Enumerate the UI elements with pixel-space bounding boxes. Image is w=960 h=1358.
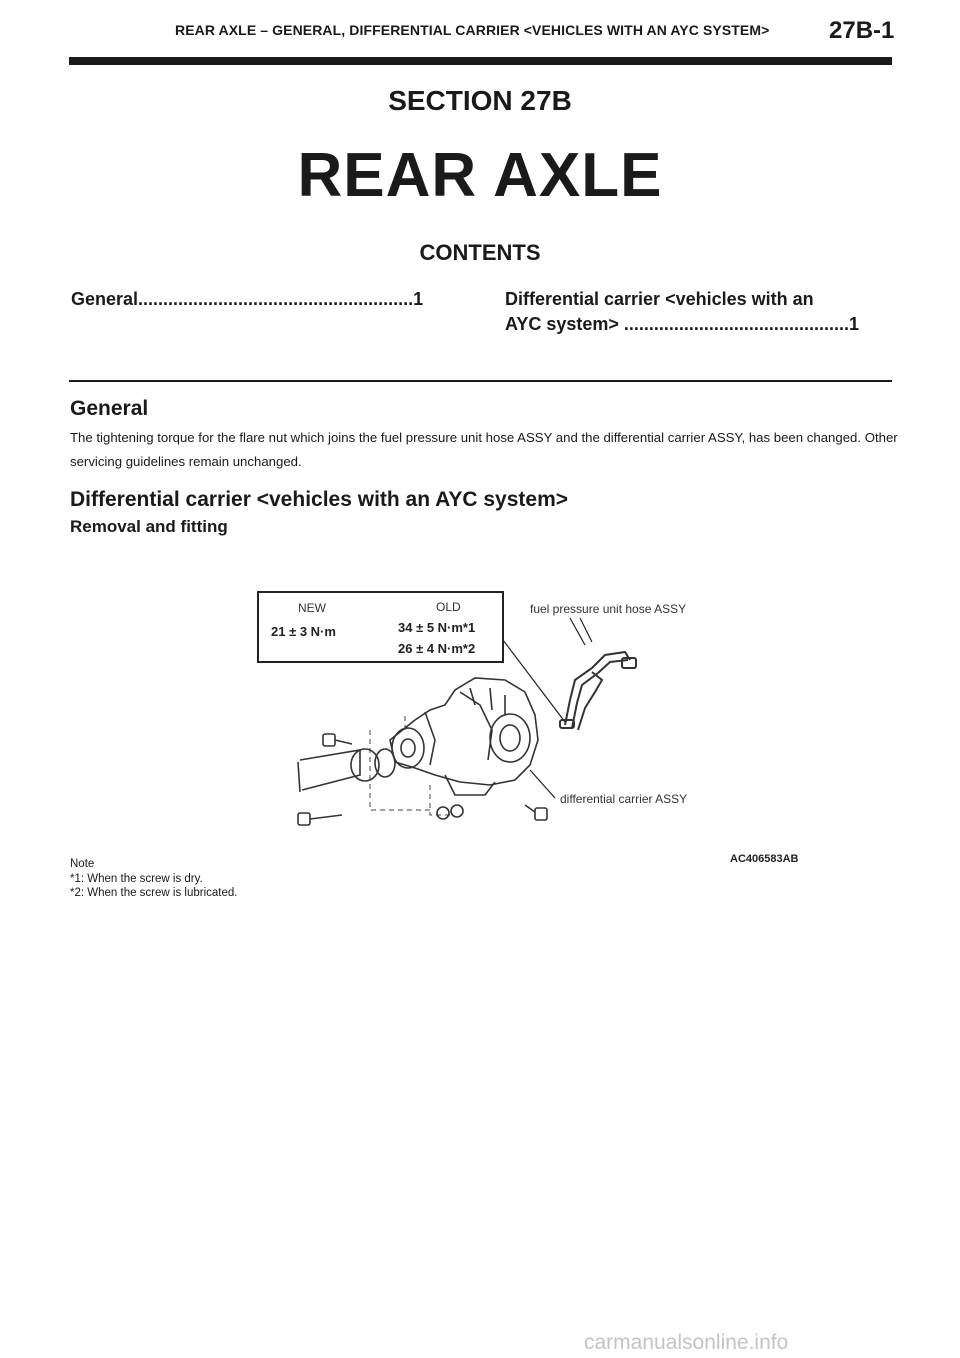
- note-item: *2: When the screw is lubricated.: [70, 887, 238, 899]
- leader-torque-line: [503, 640, 565, 722]
- notes-title: Note: [70, 858, 95, 870]
- page-number: 27B-1: [829, 17, 895, 44]
- carrier-housing-drawing: [390, 678, 538, 795]
- new-torque-value: 21 ± 3 N·m: [271, 624, 336, 639]
- removal-subheading: Removal and fitting: [70, 517, 228, 536]
- old-label: OLD: [436, 600, 461, 614]
- header-rule: [69, 57, 892, 65]
- page-title: REAR AXLE: [297, 141, 663, 210]
- figure-notes: [70, 857, 237, 901]
- running-header-title: REAR AXLE – GENERAL, DIFFERENTIAL CARRIER <VEHICLES WITH AN AYC SYSTEM>: [175, 22, 770, 38]
- leader-hose-line-a: [570, 618, 585, 645]
- general-body: The tightening torque for the flare nut which joins the fuel pressure unit hose ASSY and the differential carrier ASSY, has been changed. Other servicing guidelines remain unchanged.: [70, 430, 898, 469]
- section-divider: [69, 380, 892, 382]
- note-item: *1: When the screw is dry.: [70, 872, 203, 885]
- fuel-hose-drawing: [560, 652, 636, 730]
- callout-carrier-label: differential carrier ASSY: [560, 792, 688, 806]
- propeller-shaft-drawing: [298, 749, 395, 792]
- callout-hose-label: fuel pressure unit hose ASSY: [530, 602, 687, 616]
- contents-heading: CONTENTS: [419, 240, 541, 265]
- watermark: carmanualsonline.info: [584, 1331, 789, 1354]
- differential-carrier-figure: [230, 570, 880, 870]
- bolts-drawing: [298, 734, 547, 825]
- toc-item-differential-line2[interactable]: AYC system> .............................................1: [505, 314, 859, 334]
- old-torque-lubricated: 26 ± 4 N·m*2: [398, 641, 476, 656]
- guide-lines: [370, 715, 450, 815]
- leader-carrier-line: [530, 770, 555, 798]
- general-heading: General: [70, 397, 149, 420]
- toc-item-differential-line1[interactable]: Differential carrier <vehicles with an: [505, 289, 814, 309]
- figure-code: AC406583AB: [730, 853, 799, 865]
- old-torque-dry: 34 ± 5 N·m*1: [398, 620, 476, 635]
- differential-heading: Differential carrier <vehicles with an AYC system>: [70, 488, 569, 511]
- section-number: SECTION 27B: [388, 85, 572, 116]
- new-label: NEW: [298, 601, 326, 615]
- toc-item-general[interactable]: General.......................................................1: [71, 289, 424, 309]
